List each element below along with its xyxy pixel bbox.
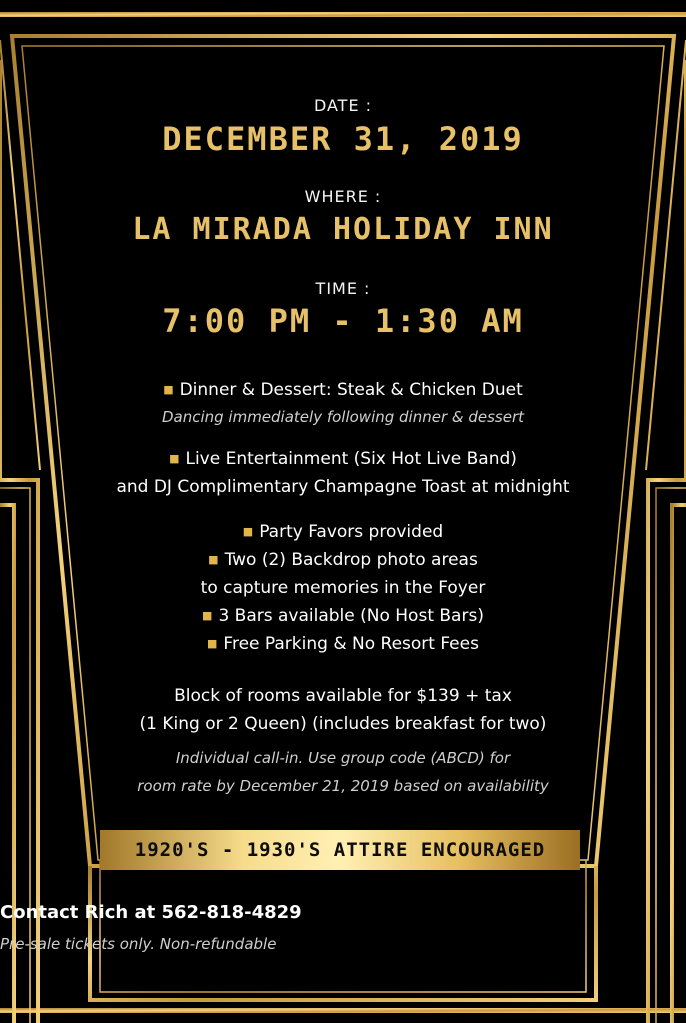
detail-favors: ■ Party Favors provided [242,522,444,542]
time-label: TIME : [315,279,371,298]
event-date: DECEMBER 31, 2019 [162,120,524,158]
contact-line: Contact Rich at 562-818-4829 [0,902,302,923]
detail-backdrop: ■ Two (2) Backdrop photo areas [208,550,478,570]
venue-name: LA MIRADA HOLIDAY INN [132,212,554,247]
detail-bars: ■ 3 Bars available (No Host Bars) [202,606,484,626]
bullet-icon: ■ [169,452,180,465]
rooms-note-2: room rate by December 21, 2019 based on availability [137,777,549,795]
bullet-icon: ■ [242,525,254,538]
date-label: DATE : [313,96,373,115]
bullet-icon: ■ [202,609,213,622]
detail-dj: and DJ Complimentary Champagne Toast at midnight [116,477,570,497]
detail-entertainment: ■ Live Entertainment (Six Hot Live Band) [169,449,517,469]
bullet-icon: ■ [208,553,219,566]
rooms-line-2: (1 King or 2 Queen) (includes breakfast for two) [139,714,547,734]
detail-parking: ■ Free Parking & No Resort Fees [207,634,479,654]
detail-backdrop-cont: to capture memories in the Foyer [200,578,486,598]
bullet-icon: ■ [207,637,218,650]
where-label: WHERE : [304,187,382,206]
rooms-line-1: Block of rooms available for $139 + tax [174,686,512,706]
attire-banner-text: 1920'S - 1930'S ATTIRE ENCOURAGED [134,839,546,861]
event-time: 7:00 PM - 1:30 AM [162,302,524,340]
bullet-icon: ■ [163,383,174,396]
rooms-note-1: Individual call-in. Use group code (ABCD) for [175,749,511,767]
attire-banner [100,830,580,870]
detail-dinner: ■ Dinner & Dessert: Steak & Chicken Duet [163,380,523,400]
ticket-note: Pre-sale tickets only. Non-refundable [0,935,277,953]
detail-dancing: Dancing immediately following dinner & dessert [161,408,525,426]
